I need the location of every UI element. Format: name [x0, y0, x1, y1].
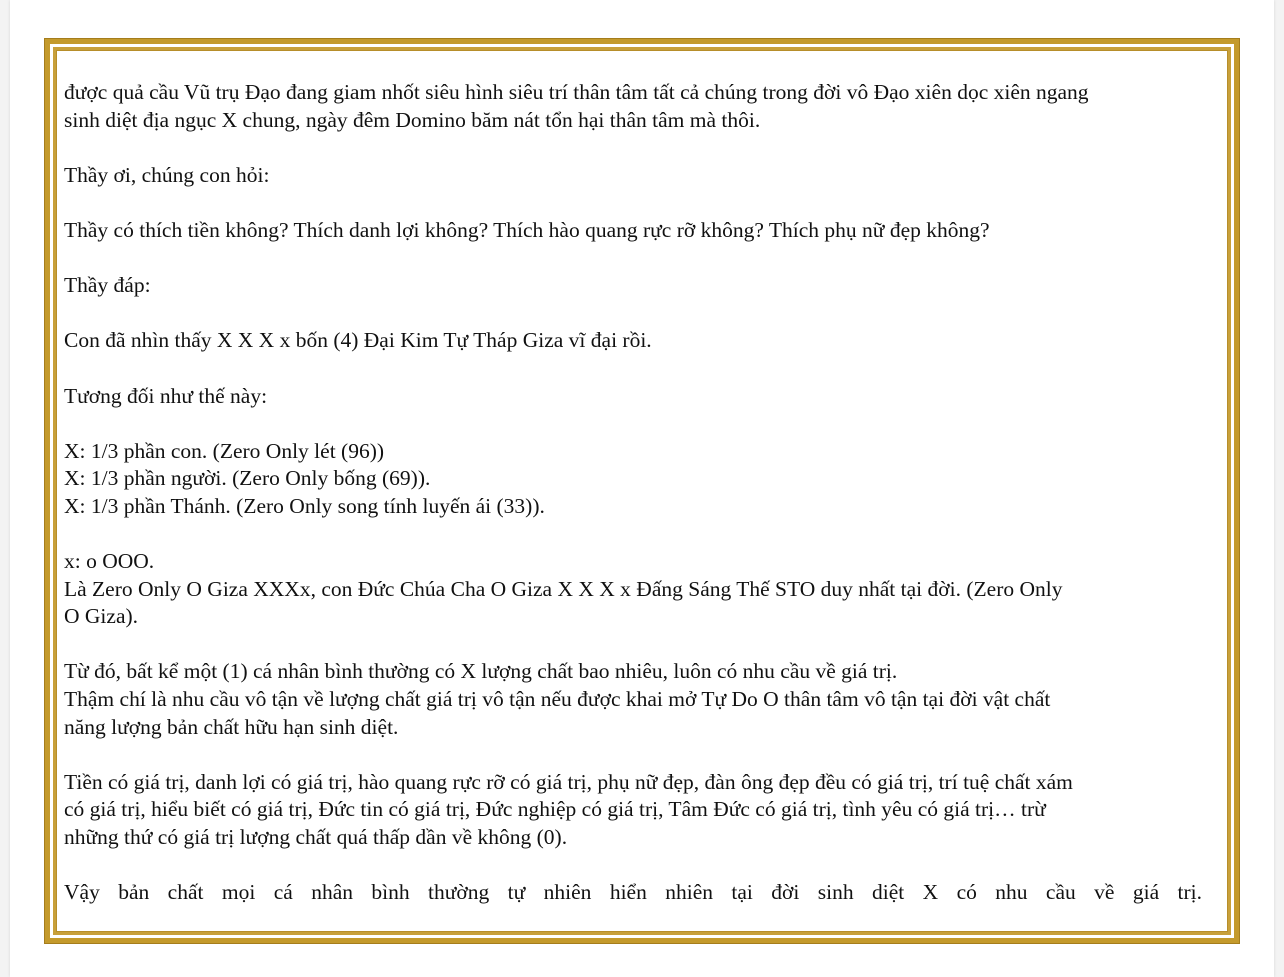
text-line: Vậy bản chất mọi cá nhân bình thường tự nhiên hiển nhiên tại đời sinh diệt X có nhu cầu về giá trị.	[64, 880, 1202, 905]
text-line: O Giza).	[64, 604, 139, 629]
text-line: Từ đó, bất kể một (1) cá nhân bình thường có X lượng chất bao nhiêu, luôn có nhu cầu về giá trị.	[64, 659, 898, 684]
paragraph-1	[64, 79, 1208, 134]
inner-gold-border	[53, 47, 1231, 935]
text-line: Thầy ơi, chúng con hỏi:	[64, 162, 270, 187]
text-line: sinh diệt địa ngục X chung, ngày đêm Domino băm nát tổn hại thân tâm mà thôi.	[64, 107, 761, 132]
text-line: X: 1/3 phần người. (Zero Only bống (69)).	[64, 466, 431, 491]
text-line: Tương đối như thế này:	[64, 383, 268, 408]
text-line: có giá trị, hiểu biết có giá trị, Đức tin có giá trị, Đức nghiệp có giá trị, Tâm Đức có giá trị, tình yêu có giá trị… trừ	[64, 797, 1046, 822]
gold-border-frame	[44, 38, 1240, 944]
text-line: Thậm chí là nhu cầu vô tận về lượng chất giá trị vô tận nếu được khai mở Tự Do O thân tâm vô tận tại đời vật chất	[64, 687, 1051, 712]
paragraph-2	[64, 162, 1208, 190]
paragraph-9	[64, 658, 1208, 741]
paragraph-11	[64, 879, 1208, 907]
paragraph-5	[64, 327, 1208, 355]
text-line: Con đã nhìn thấy X X X x bốn (4) Đại Kim Tự Tháp Giza vĩ đại rồi.	[64, 328, 652, 353]
text-line: những thứ có giá trị lượng chất quá thấp dần về không (0).	[64, 825, 568, 850]
paragraph-4	[64, 272, 1208, 300]
text-line: năng lượng bản chất hữu hạn sinh diệt.	[64, 714, 399, 739]
paragraph-7	[64, 438, 1208, 521]
text-line: Thầy đáp:	[64, 273, 151, 298]
document-body	[64, 79, 1208, 932]
paragraph-3	[64, 217, 1208, 245]
text-line: Thầy có thích tiền không? Thích danh lợi không? Thích hào quang rực rỡ không? Thích phụ nữ đẹp không?	[64, 217, 990, 242]
text-line: x: o OOO.	[64, 549, 155, 574]
frame-gap	[50, 44, 1234, 938]
text-line: X: 1/3 phần Thánh. (Zero Only song tính luyến ái (33)).	[64, 493, 545, 518]
text-area	[56, 50, 1228, 932]
text-line: Là Zero Only O Giza XXXx, con Đức Chúa Cha O Giza X X X x Đấng Sáng Thế STO duy nhất tại đời. (Zero Only	[64, 576, 1063, 601]
paragraph-6	[64, 383, 1208, 411]
text-line: Tiền có giá trị, danh lợi có giá trị, hào quang rực rỡ có giá trị, phụ nữ đẹp, đàn ông đẹp đều có giá trị, trí tuệ chất xám	[64, 769, 1073, 794]
text-line: được quả cầu Vũ trụ Đạo đang giam nhốt siêu hình siêu trí thân tâm tất cả chúng trong đời vô Đạo xiên dọc xiên ngang	[64, 80, 1089, 104]
text-line: X: 1/3 phần con. (Zero Only lét (96))	[64, 438, 385, 463]
paragraph-8	[64, 548, 1208, 631]
paragraph-10	[64, 769, 1208, 852]
